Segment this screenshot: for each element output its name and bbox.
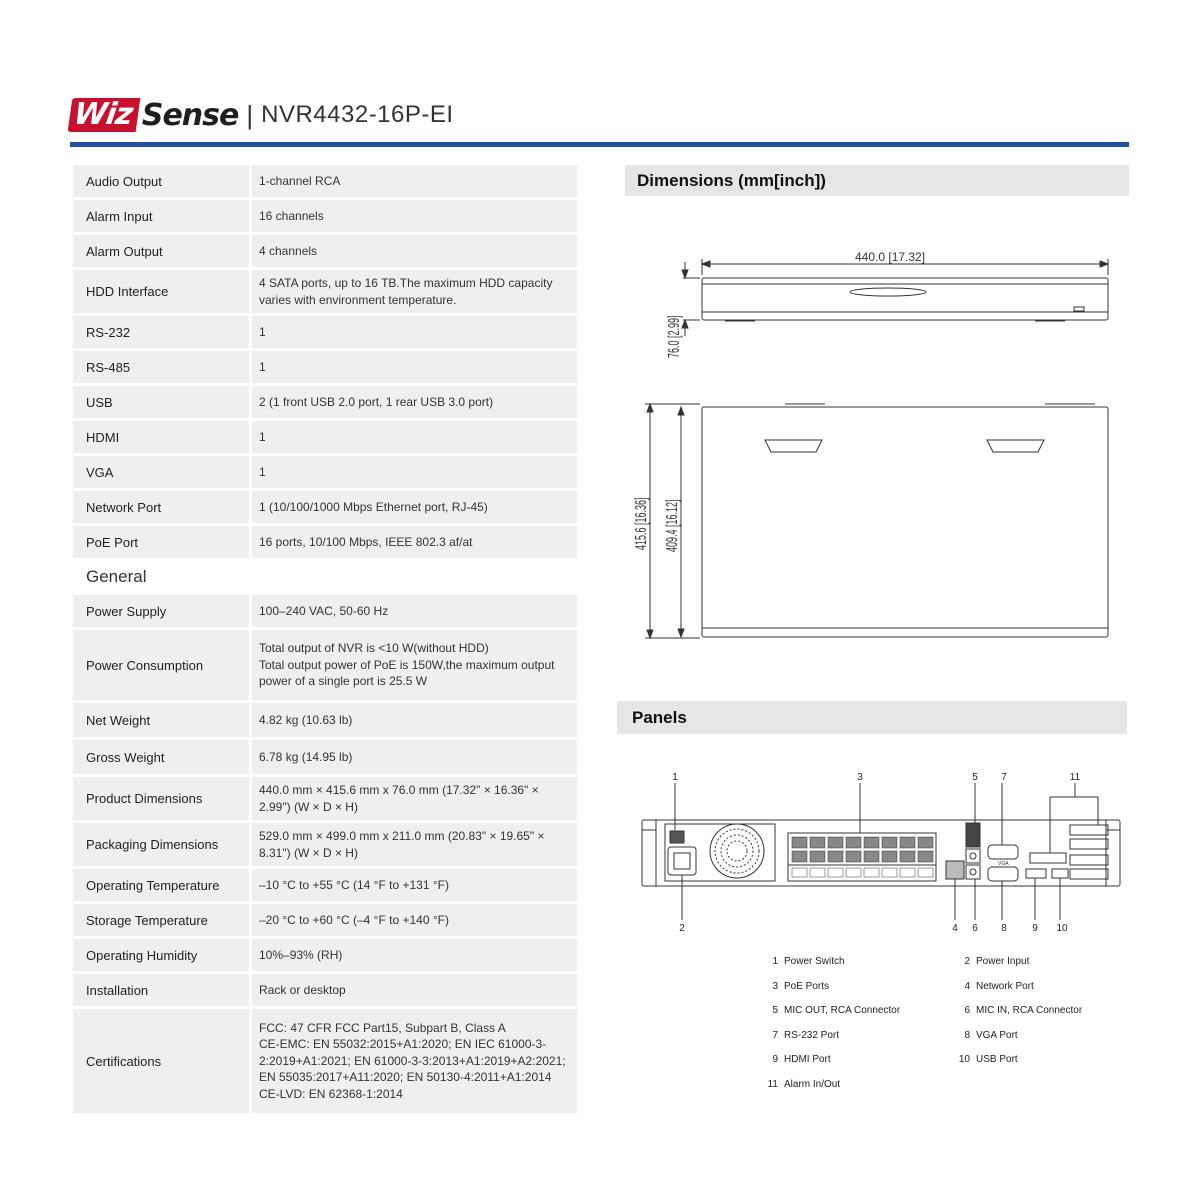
spec-row bbox=[73, 974, 577, 1006]
spec-value-line: 2.99") (W × D × H) bbox=[259, 799, 358, 814]
spec-row bbox=[73, 235, 577, 267]
callout-number: 9 bbox=[1032, 923, 1038, 934]
spec-value-line: 2 (1 front USB 2.0 port, 1 rear USB 3.0 port) bbox=[259, 394, 494, 409]
spec-label: RS-232 bbox=[73, 316, 249, 348]
spec-row bbox=[73, 823, 577, 866]
spec-value-line: 10%–93% (RH) bbox=[259, 947, 343, 962]
callout-number: 6 bbox=[972, 923, 978, 934]
spec-row bbox=[73, 526, 577, 558]
legend-number: 8 bbox=[964, 1029, 970, 1041]
spec-value-line: 1 (10/100/1000 Mbps Ethernet port, RJ-45) bbox=[259, 499, 488, 514]
spec-value bbox=[252, 703, 577, 737]
spec-value-line: 1 bbox=[259, 464, 266, 479]
spec-row bbox=[73, 869, 577, 901]
poe-port-icon bbox=[918, 851, 933, 862]
section-heading: General bbox=[86, 566, 147, 586]
legend-item bbox=[762, 1079, 840, 1090]
spec-label: Operating Humidity bbox=[73, 939, 249, 971]
callout-number: 7 bbox=[1001, 772, 1007, 783]
width-label: 440.0 [17.32] bbox=[855, 250, 926, 264]
legend-number: 4 bbox=[964, 980, 970, 992]
poe-led-icon bbox=[918, 868, 933, 877]
spec-label: USB bbox=[73, 386, 249, 418]
poe-led-icon bbox=[882, 868, 897, 877]
spec-label: Storage Temperature bbox=[73, 904, 249, 936]
spec-label: Alarm Input bbox=[73, 200, 249, 232]
legend-item bbox=[762, 1005, 900, 1016]
legend-item bbox=[954, 981, 1034, 992]
spec-value bbox=[252, 777, 577, 820]
spec-row bbox=[73, 386, 577, 418]
legend-text: Network Port bbox=[976, 980, 1034, 992]
spec-row bbox=[73, 200, 577, 232]
spec-value bbox=[252, 939, 577, 971]
poe-port-icon bbox=[810, 851, 825, 862]
spec-value-line: Total output of NVR is <10 W(without HDD) bbox=[259, 641, 489, 656]
spec-row bbox=[73, 703, 577, 737]
spec-label: Power Consumption bbox=[73, 630, 249, 700]
dimensions-drawing bbox=[625, 240, 1125, 650]
model-name: NVR4432-16P-EI bbox=[261, 101, 454, 128]
poe-led-icon bbox=[846, 868, 861, 877]
spec-value bbox=[252, 595, 577, 627]
logo-wiz: Wiz bbox=[68, 98, 141, 132]
header-separator: | bbox=[246, 99, 254, 130]
legend-number: 1 bbox=[772, 956, 778, 967]
spec-row bbox=[73, 939, 577, 971]
spec-value bbox=[252, 740, 577, 774]
callout-number: 4 bbox=[952, 923, 958, 934]
callout-number: 2 bbox=[679, 923, 685, 934]
legend-item bbox=[954, 1030, 1018, 1041]
spec-row bbox=[73, 456, 577, 488]
spec-value-line: 529.0 mm × 499.0 mm x 211.0 mm (20.83" × 19.65" × bbox=[259, 829, 545, 843]
spec-value bbox=[252, 491, 577, 523]
spec-value-line: CE-EMC: EN 55032:2015+A1:2020; EN IEC 61000-3- bbox=[259, 1037, 547, 1052]
spec-label: RS-485 bbox=[73, 351, 249, 383]
legend-number: 9 bbox=[772, 1054, 778, 1065]
poe-port-icon bbox=[864, 837, 879, 848]
legend-number: 7 bbox=[772, 1029, 778, 1041]
poe-port-icon bbox=[882, 851, 897, 862]
spec-value bbox=[252, 386, 577, 418]
spec-value bbox=[252, 823, 577, 866]
spec-value bbox=[252, 200, 577, 232]
callout-number: 1 bbox=[672, 772, 678, 783]
spec-value bbox=[252, 165, 577, 197]
spec-value-line: 16 ports, 10/100 Mbps, IEEE 802.3 af/at bbox=[259, 534, 473, 549]
spec-row bbox=[73, 165, 577, 197]
poe-port-icon bbox=[828, 851, 843, 862]
legend-number: 10 bbox=[958, 1054, 970, 1065]
legend-text: Power Switch bbox=[784, 956, 845, 967]
spec-label: PoE Port bbox=[73, 526, 249, 558]
spec-value bbox=[252, 316, 577, 348]
spec-value bbox=[252, 1009, 577, 1113]
spec-value-line: 440.0 mm × 415.6 mm x 76.0 mm (17.32" × 16.36" × bbox=[259, 783, 539, 797]
legend-item bbox=[762, 1030, 839, 1041]
wizsense-logo bbox=[70, 98, 238, 133]
spec-value-line: 2:2019+A1:2021; EN 61000-3-3:2013+A1:2019+A2:2021; bbox=[259, 1053, 566, 1068]
spec-value-line: 8.31") (W × D × H) bbox=[259, 845, 358, 860]
poe-port-icon bbox=[900, 851, 915, 862]
vga-port-label: VGA bbox=[998, 861, 1009, 867]
legend-number: 3 bbox=[772, 980, 778, 992]
legend-text: PoE Ports bbox=[784, 980, 830, 992]
spec-value bbox=[252, 270, 577, 313]
poe-port-icon bbox=[828, 837, 843, 848]
callout-number: 8 bbox=[1001, 923, 1007, 934]
rear-panel-drawing bbox=[630, 765, 1130, 940]
legend-item bbox=[762, 956, 845, 967]
spec-value bbox=[252, 904, 577, 936]
poe-port-icon bbox=[864, 851, 879, 862]
spec-value-line: 4 SATA ports, up to 16 TB.The maximum HDD capacity bbox=[259, 276, 553, 290]
spec-row bbox=[73, 630, 577, 700]
legend-item bbox=[954, 956, 1029, 967]
spec-value-line: 100–240 VAC, 50-60 Hz bbox=[259, 603, 389, 618]
poe-port-icon bbox=[792, 851, 807, 862]
spec-value-line: CE-LVD: EN 62368-1:2014 bbox=[259, 1086, 403, 1101]
legend-item bbox=[762, 981, 829, 992]
logo-sense: Sense bbox=[141, 97, 239, 133]
spec-label: Packaging Dimensions bbox=[73, 823, 249, 866]
poe-port-icon bbox=[882, 837, 897, 848]
spec-row bbox=[73, 421, 577, 453]
spec-row bbox=[73, 491, 577, 523]
spec-label: VGA bbox=[73, 456, 249, 488]
legend-item bbox=[954, 1005, 1082, 1016]
page-header bbox=[70, 95, 454, 135]
depth-label: 415.6 [16.36] bbox=[631, 497, 650, 550]
header-rule bbox=[70, 142, 1129, 147]
spec-value bbox=[252, 456, 577, 488]
spec-label: Net Weight bbox=[73, 703, 249, 737]
poe-port-icon bbox=[846, 851, 861, 862]
spec-row bbox=[73, 351, 577, 383]
legend-number: 2 bbox=[964, 956, 970, 967]
legend-text: MIC IN, RCA Connector bbox=[976, 1005, 1083, 1016]
legend-text: MIC OUT, RCA Connector bbox=[784, 1005, 901, 1016]
spec-value-line: –20 °C to +60 °C (–4 °F to +140 °F) bbox=[259, 912, 449, 927]
spec-value bbox=[252, 421, 577, 453]
panels-heading: Panels bbox=[617, 701, 1127, 734]
spec-value-line: –10 °C to +55 °C (14 °F to +131 °F) bbox=[259, 877, 449, 892]
dimensions-heading: Dimensions (mm[inch]) bbox=[625, 165, 1129, 196]
spec-table bbox=[73, 165, 577, 1116]
spec-value bbox=[252, 351, 577, 383]
spec-value-line: EN 55035:2017+A11:2020; EN 50130-4:2011+A1:2014 bbox=[259, 1070, 552, 1085]
callout-number: 5 bbox=[972, 772, 978, 783]
poe-port-icon bbox=[810, 837, 825, 848]
spec-label: HDD Interface bbox=[73, 270, 249, 313]
legend-text: Power Input bbox=[976, 956, 1030, 967]
legend-text: Alarm In/Out bbox=[784, 1078, 841, 1090]
spec-row bbox=[73, 904, 577, 936]
legend-text: USB Port bbox=[976, 1054, 1018, 1065]
poe-port-icon bbox=[846, 837, 861, 848]
spec-label: Alarm Output bbox=[73, 235, 249, 267]
panels-legend bbox=[762, 956, 1122, 1096]
spec-value-line: 1-channel RCA bbox=[259, 173, 341, 188]
spec-row bbox=[73, 1009, 577, 1113]
spec-label: Network Port bbox=[73, 491, 249, 523]
callout-number: 3 bbox=[857, 772, 863, 783]
poe-port-icon bbox=[792, 837, 807, 848]
callout-number: 10 bbox=[1056, 923, 1068, 934]
poe-led-icon bbox=[864, 868, 879, 877]
spec-label: Gross Weight bbox=[73, 740, 249, 774]
spec-value-line: 1 bbox=[259, 359, 266, 374]
poe-port-icon bbox=[918, 837, 933, 848]
spec-label: Product Dimensions bbox=[73, 777, 249, 820]
inner-depth-label: 409.4 [16.12] bbox=[662, 499, 681, 552]
spec-value-line: Total output power of PoE is 150W,the maximum output bbox=[259, 657, 555, 672]
poe-led-icon bbox=[900, 868, 915, 877]
spec-label: Installation bbox=[73, 974, 249, 1006]
spec-value bbox=[252, 526, 577, 558]
spec-value-line: 4 channels bbox=[259, 243, 318, 258]
spec-value bbox=[252, 974, 577, 1006]
spec-label: Operating Temperature bbox=[73, 869, 249, 901]
callout-number: 11 bbox=[1069, 772, 1081, 783]
legend-item bbox=[762, 1054, 831, 1065]
spec-value-line: 4.82 kg (10.63 lb) bbox=[259, 712, 353, 727]
legend-number: 6 bbox=[964, 1005, 970, 1016]
spec-label: Certifications bbox=[73, 1009, 249, 1113]
spec-value-line: 6.78 kg (14.95 lb) bbox=[259, 749, 353, 764]
spec-value-line: varies with environment temperature. bbox=[259, 292, 457, 307]
legend-item bbox=[954, 1054, 1018, 1065]
legend-number: 11 bbox=[767, 1078, 778, 1090]
spec-label: Audio Output bbox=[73, 165, 249, 197]
spec-row bbox=[73, 316, 577, 348]
spec-value-line: Rack or desktop bbox=[259, 982, 346, 997]
poe-led-icon bbox=[810, 868, 825, 877]
legend-text: VGA Port bbox=[976, 1029, 1018, 1041]
height-label: 76.0 [2.99] bbox=[664, 315, 683, 358]
legend-text: HDMI Port bbox=[784, 1054, 831, 1065]
spec-row bbox=[73, 777, 577, 820]
spec-value bbox=[252, 630, 577, 700]
spec-label: HDMI bbox=[73, 421, 249, 453]
spec-row bbox=[73, 740, 577, 774]
spec-value-line: 1 bbox=[259, 429, 266, 444]
poe-led-icon bbox=[828, 868, 843, 877]
spec-row bbox=[73, 595, 577, 627]
spec-value-line: FCC: 47 CFR FCC Part15, Subpart B, Class A bbox=[259, 1020, 506, 1035]
legend-number: 5 bbox=[772, 1005, 778, 1016]
spec-value bbox=[252, 869, 577, 901]
spec-value-line: 1 bbox=[259, 324, 266, 339]
spec-value bbox=[252, 235, 577, 267]
spec-value-line: 16 channels bbox=[259, 208, 324, 223]
poe-port-icon bbox=[900, 837, 915, 848]
legend-text: RS-232 Port bbox=[784, 1029, 840, 1041]
poe-led-icon bbox=[792, 868, 807, 877]
spec-row bbox=[73, 270, 577, 313]
spec-label: Power Supply bbox=[73, 595, 249, 627]
spec-value-line: power of a single port is 25.5 W bbox=[259, 674, 428, 689]
